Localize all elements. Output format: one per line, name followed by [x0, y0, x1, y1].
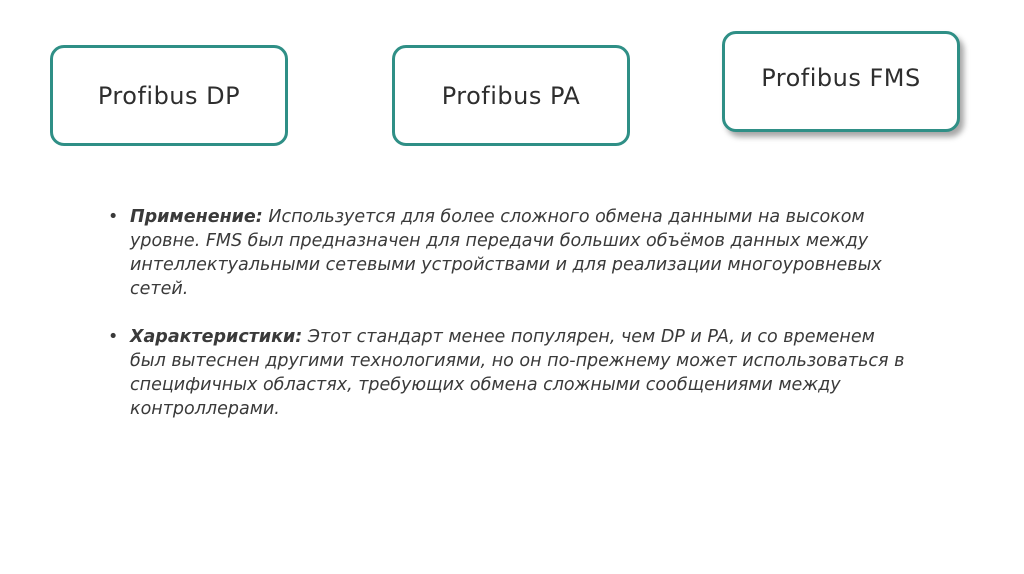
- profibus-pa-box: [392, 45, 630, 146]
- profibus-dp-box: [50, 45, 288, 146]
- bullet-label: Применение:: [130, 207, 263, 227]
- profibus-dp-label: Profibus DP: [97, 81, 241, 110]
- profibus-fms-box: [722, 31, 960, 132]
- bullet-label: Характеристики:: [130, 327, 303, 347]
- bullet-dot-icon: •: [108, 327, 119, 347]
- bullet-dot-icon: •: [108, 207, 119, 227]
- bullet-application: [108, 205, 908, 301]
- bullet-characteristics: [108, 325, 908, 421]
- bullet-text: Этот стандарт менее популярен, чем DP и PA, и со временем был вытеснен другими технологиями, но он по-прежнему может использоваться в специфичных областях, требующих обмена сложными сообщениями между контроллерами.: [130, 327, 905, 419]
- bullet-list: [108, 205, 908, 445]
- bullet-text: Используется для более сложного обмена данными на высоком уровне. FMS был предназначен для передачи больших объёмов данных между интеллектуальными сетевыми устройствами и для реализации многоуровневых сетей.: [130, 207, 882, 299]
- profibus-fms-label: Profibus FMS: [761, 64, 921, 92]
- profibus-pa-label: Profibus PA: [441, 81, 581, 110]
